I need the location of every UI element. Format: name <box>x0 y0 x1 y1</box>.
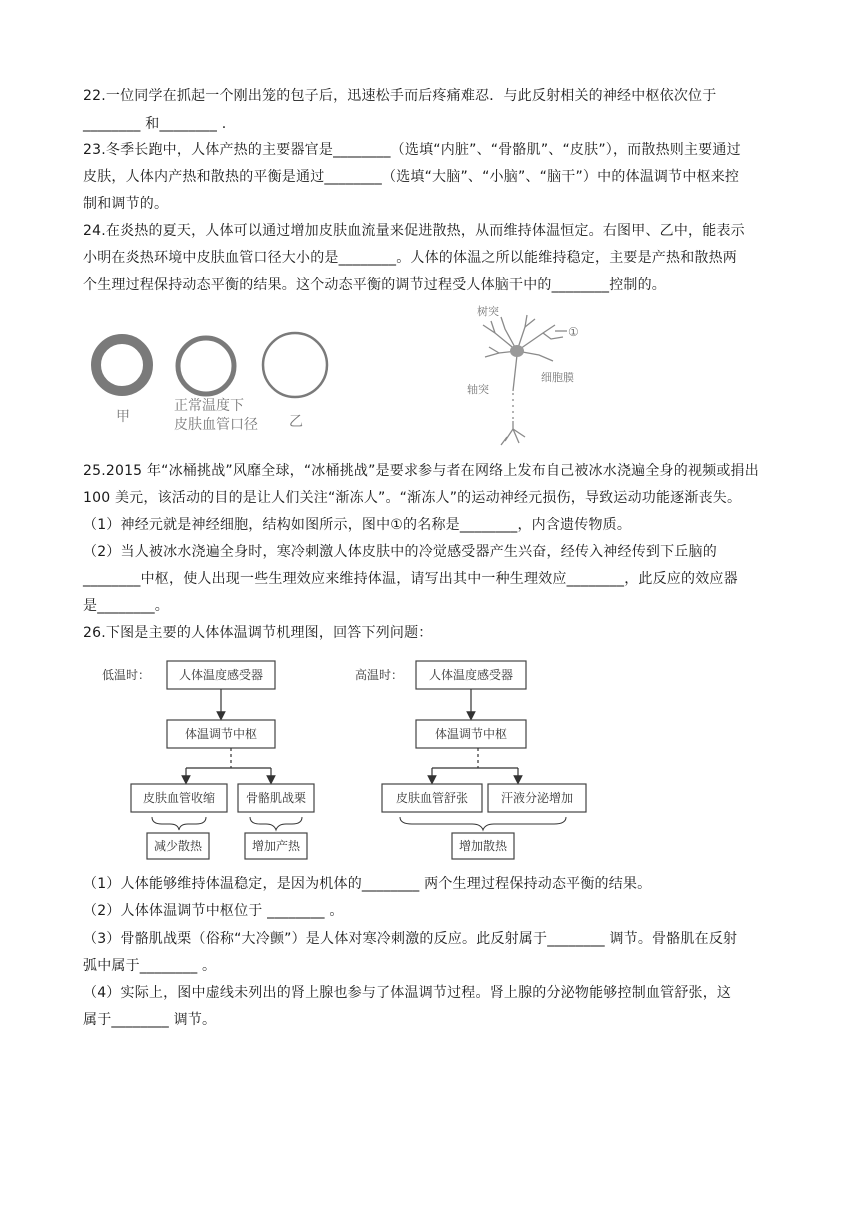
q24-line-3: 个生理过程保持动态平衡的结果。这个动态平衡的调节过程受人体脑干中的________控制的。 <box>83 277 666 293</box>
q22-line-1: 22.一位同学在抓起一个刚出笼的包子后，迅速松手而后疼痛难忍．与此反射相关的神经中枢依次位于 <box>83 88 717 104</box>
q24-line-2: 小明在炎热环境中皮肤血管口径大小的是________。人体的体温之所以能维持稳定，主要是产热和散热两 <box>83 250 737 266</box>
label-normal-2: 皮肤血管口径 <box>174 417 258 433</box>
label-jia: 甲 <box>116 409 130 425</box>
cold-receptor: 人体温度感受器 <box>178 668 264 682</box>
q26-line-5: 弧中属于________ 。 <box>83 958 217 974</box>
label-normal-1: 正常温度下 <box>174 398 244 414</box>
hot-result: 增加散热 <box>458 839 508 853</box>
hot-center: 体温调节中枢 <box>434 727 508 741</box>
vessel-jia-circle <box>96 339 148 391</box>
vessel-yi-circle <box>263 333 327 397</box>
neuron-figure <box>455 303 595 453</box>
hot-effect-left: 皮肤血管舒张 <box>395 791 469 805</box>
label-axon: 轴突 <box>467 383 489 396</box>
q26-line-1: 26.下图是主要的人体体温调节机理图，回答下列问题： <box>83 625 433 641</box>
cell-body <box>510 345 524 357</box>
cold-effect-left: 皮肤血管收缩 <box>142 791 216 805</box>
cold-effect-right: 骨骼肌战栗 <box>245 791 307 805</box>
hot-condition: 高温时： <box>355 668 404 682</box>
vessel-normal-circle <box>178 338 234 394</box>
q26-line-6: （4）实际上，图中虚线未列出的肾上腺也参与了体温调节过程。肾上腺的分泌物能够控制血管舒张，这 <box>83 985 732 1001</box>
q25-line-2: 100 美元，该活动的目的是让人们关注“渐冻人”。“渐冻人”的运动神经元损伤，导致运动功能逐渐丧失。 <box>83 490 742 506</box>
q25-line-4: （2）当人被冰水浇遍全身时，寒冷刺激人体皮肤中的冷觉感受器产生兴奋，经传入神经传到下丘脑的 <box>83 544 717 560</box>
q23-line-3: 制和调节的。 <box>83 196 169 212</box>
q25-line-3: （1）神经元就是神经细胞，结构如图所示，图中①的名称是________，内含遗传物质。 <box>83 517 632 533</box>
q23-line-1: 23.冬季长跑中，人体产热的主要器官是________（选填“内脏”、“骨骼肌”、“皮肤”），而散热则主要通过 <box>83 142 741 158</box>
label-cell-body: 细胞膜 <box>541 371 574 384</box>
label-yi: 乙 <box>289 414 303 430</box>
label-marker: ① <box>568 325 579 339</box>
q25-line-1: 25.2015 年“冰桶挑战”风靡全球，“冰桶挑战”是要求参与者在网络上发布自己被冰水浇遍全身的视频或捐出 <box>83 463 759 479</box>
hot-effect-right: 汗液分泌增加 <box>500 791 574 805</box>
cold-result-right: 增加产热 <box>251 839 301 853</box>
q25-line-6: 是________。 <box>83 598 169 614</box>
cold-result-left: 减少散热 <box>153 839 203 853</box>
q22-line-2: ________ 和________ . <box>83 116 227 132</box>
label-dendrite: 树突 <box>477 305 499 318</box>
q26-line-4: （3）骨骼肌战栗（俗称“大冷颤”）是人体对寒冷刺激的反应。此反射属于________ 调节。骨骼肌在反射 <box>83 931 738 947</box>
cold-center: 体温调节中枢 <box>184 727 258 741</box>
hot-receptor: 人体温度感受器 <box>428 668 514 682</box>
q26-line-3: （2）人体体温调节中枢位于 ________ 。 <box>83 903 344 919</box>
q26-line-2: （1）人体能够维持体温稳定，是因为机体的________ 两个生理过程保持动态平衡的结果。 <box>83 876 652 892</box>
q26-line-7: 属于________ 调节。 <box>83 1012 217 1028</box>
vessel-diameter-figure <box>86 325 346 445</box>
cold-condition: 低温时： <box>102 668 151 682</box>
q24-line-1: 24.在炎热的夏天，人体可以通过增加皮肤血流量来促进散热，从而维持体温恒定。右图甲、乙中，能表示 <box>83 223 745 239</box>
thermoregulation-diagram <box>100 650 600 865</box>
q23-line-2: 皮肤，人体内产热和散热的平衡是通过________（选填“大脑”、“小脑”、“脑干”）中的体温调节中枢来控 <box>83 169 740 185</box>
q25-line-5: ________中枢，使人出现一些生理效应来维持体温，请写出其中一种生理效应________，此反应的效应器 <box>83 571 738 587</box>
